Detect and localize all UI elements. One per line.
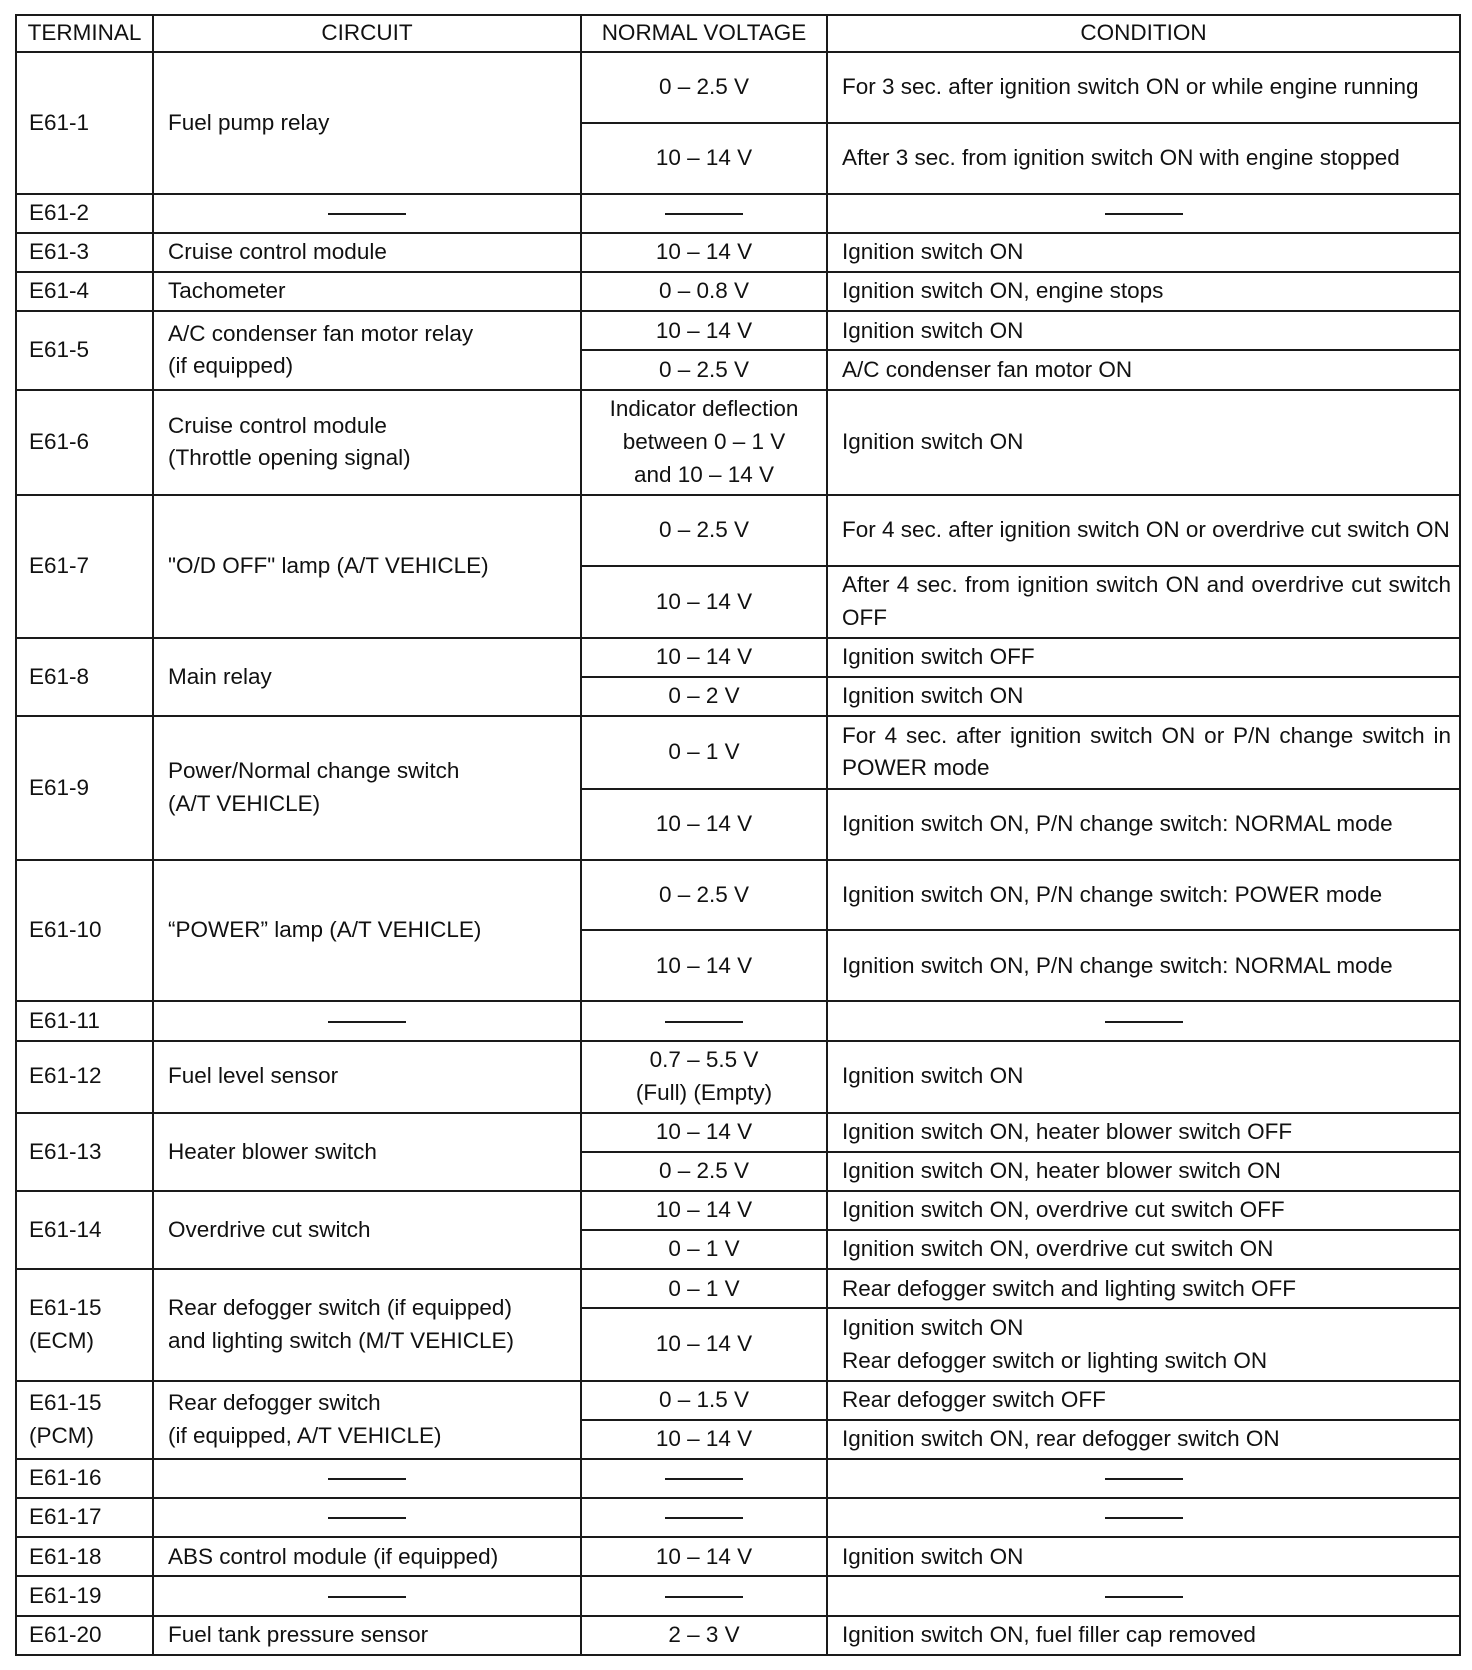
condition-cell: Ignition switch OFF <box>827 638 1460 677</box>
condition-cell: Ignition switch ON <box>827 390 1460 495</box>
circuit-cell: Fuel pump relay <box>153 52 581 194</box>
dash-mark <box>328 1517 406 1519</box>
voltage-cell: 0 – 1 V <box>581 1269 827 1308</box>
condition-cell: Ignition switch ON, overdrive cut switch ON <box>827 1230 1460 1269</box>
circuit-cell: A/C condenser fan motor relay (if equipped) <box>153 311 581 389</box>
dash-mark <box>328 1596 406 1598</box>
voltage-cell-empty <box>581 1498 827 1537</box>
terminal-cell: E61-1 <box>16 52 153 194</box>
voltage-cell: 0 – 1 V <box>581 716 827 788</box>
circuit-cell-empty <box>153 1001 581 1040</box>
voltage-cell: 0 – 1.5 V <box>581 1381 827 1420</box>
table-row <box>16 194 1460 233</box>
terminal-cell: E61-8 <box>16 638 153 716</box>
header-terminal: TERMINAL <box>16 15 153 52</box>
condition-cell: Ignition switch ON <box>827 233 1460 272</box>
terminal-cell: E61-7 <box>16 495 153 638</box>
terminal-cell: E61-13 <box>16 1113 153 1191</box>
circuit-cell-empty <box>153 1459 581 1498</box>
terminal-cell: E61-3 <box>16 233 153 272</box>
voltage-cell: 0 – 2.5 V <box>581 860 827 931</box>
header-condition: CONDITION <box>827 15 1460 52</box>
dash-mark <box>328 1021 406 1023</box>
circuit-cell: “POWER” lamp (A/T VEHICLE) <box>153 860 581 1002</box>
dash-mark <box>665 1517 743 1519</box>
table-row <box>16 716 1460 788</box>
table-row <box>16 1191 1460 1230</box>
circuit-cell: Cruise control module <box>153 233 581 272</box>
condition-cell: Ignition switch ON, fuel filler cap removed <box>827 1616 1460 1655</box>
circuit-cell: Cruise control module (Throttle opening signal) <box>153 390 581 495</box>
table-row <box>16 1459 1460 1498</box>
dash-mark <box>1105 1021 1183 1023</box>
dash-mark <box>665 1596 743 1598</box>
table-row <box>16 860 1460 931</box>
condition-cell: Ignition switch ON <box>827 677 1460 716</box>
condition-cell: Ignition switch ON, rear defogger switch ON <box>827 1420 1460 1459</box>
terminal-cell: E61-20 <box>16 1616 153 1655</box>
terminal-cell: E61-5 <box>16 311 153 389</box>
dash-mark <box>1105 213 1183 215</box>
condition-cell: Ignition switch ON <box>827 1041 1460 1113</box>
circuit-cell: ABS control module (if equipped) <box>153 1537 581 1576</box>
terminal-cell: E61-17 <box>16 1498 153 1537</box>
condition-cell: Ignition switch ON Rear defogger switch or lighting switch ON <box>827 1308 1460 1380</box>
voltage-cell: 10 – 14 V <box>581 566 827 638</box>
condition-cell-empty <box>827 1498 1460 1537</box>
terminal-cell: E61-11 <box>16 1001 153 1040</box>
condition-cell: After 3 sec. from ignition switch ON with engine stopped <box>827 123 1460 194</box>
voltage-cell: 0 – 1 V <box>581 1230 827 1269</box>
terminal-voltage-table <box>15 14 1461 1656</box>
circuit-cell-empty <box>153 1498 581 1537</box>
header-normal-voltage: NORMAL VOLTAGE <box>581 15 827 52</box>
voltage-cell: 0 – 2 V <box>581 677 827 716</box>
table-row <box>16 1113 1460 1152</box>
terminal-cell: E61-10 <box>16 860 153 1002</box>
condition-cell: Ignition switch ON, P/N change switch: NORMAL mode <box>827 930 1460 1001</box>
dash-mark <box>665 1478 743 1480</box>
voltage-cell: 10 – 14 V <box>581 233 827 272</box>
voltage-cell: 10 – 14 V <box>581 1113 827 1152</box>
condition-cell: Ignition switch ON, P/N change switch: POWER mode <box>827 860 1460 931</box>
voltage-cell: 10 – 14 V <box>581 789 827 860</box>
condition-cell: A/C condenser fan motor ON <box>827 350 1460 389</box>
condition-cell: For 4 sec. after ignition switch ON or overdrive cut switch ON <box>827 495 1460 566</box>
terminal-cell: E61-6 <box>16 390 153 495</box>
terminal-cell: E61-18 <box>16 1537 153 1576</box>
voltage-cell: 0.7 – 5.5 V (Full) (Empty) <box>581 1041 827 1113</box>
circuit-cell: Fuel level sensor <box>153 1041 581 1113</box>
terminal-cell: E61-15 (ECM) <box>16 1269 153 1380</box>
dash-mark <box>328 1478 406 1480</box>
table-row <box>16 1041 1460 1113</box>
circuit-cell-empty <box>153 194 581 233</box>
voltage-cell: 10 – 14 V <box>581 638 827 677</box>
table-row <box>16 495 1460 566</box>
condition-cell: Ignition switch ON, P/N change switch: NORMAL mode <box>827 789 1460 860</box>
voltage-cell: 0 – 0.8 V <box>581 272 827 311</box>
condition-cell: Rear defogger switch OFF <box>827 1381 1460 1420</box>
circuit-cell: Main relay <box>153 638 581 716</box>
voltage-cell: 0 – 2.5 V <box>581 350 827 389</box>
voltage-cell: 10 – 14 V <box>581 1191 827 1230</box>
table-row <box>16 272 1460 311</box>
table-row <box>16 1498 1460 1537</box>
voltage-cell: Indicator deflection between 0 – 1 V and 10 – 14 V <box>581 390 827 495</box>
condition-cell: Ignition switch ON, heater blower switch ON <box>827 1152 1460 1191</box>
circuit-cell: Rear defogger switch (if equipped) and lighting switch (M/T VEHICLE) <box>153 1269 581 1380</box>
table-row <box>16 233 1460 272</box>
condition-cell-empty <box>827 194 1460 233</box>
header-circuit: CIRCUIT <box>153 15 581 52</box>
condition-cell: For 3 sec. after ignition switch ON or while engine running <box>827 52 1460 123</box>
circuit-cell-empty <box>153 1576 581 1615</box>
table-row <box>16 1269 1460 1308</box>
condition-cell: Ignition switch ON, overdrive cut switch OFF <box>827 1191 1460 1230</box>
condition-cell: Ignition switch ON, engine stops <box>827 272 1460 311</box>
table-row <box>16 1576 1460 1615</box>
voltage-cell-empty <box>581 194 827 233</box>
terminal-cell: E61-12 <box>16 1041 153 1113</box>
table-row <box>16 1616 1460 1655</box>
circuit-cell: Power/Normal change switch (A/T VEHICLE) <box>153 716 581 859</box>
dash-mark <box>328 213 406 215</box>
condition-cell-empty <box>827 1001 1460 1040</box>
dash-mark <box>1105 1517 1183 1519</box>
voltage-cell: 10 – 14 V <box>581 123 827 194</box>
dash-mark <box>1105 1596 1183 1598</box>
circuit-cell: Heater blower switch <box>153 1113 581 1191</box>
voltage-cell: 10 – 14 V <box>581 1537 827 1576</box>
voltage-cell: 0 – 2.5 V <box>581 495 827 566</box>
voltage-cell: 0 – 2.5 V <box>581 1152 827 1191</box>
table-row <box>16 52 1460 123</box>
voltage-cell-empty <box>581 1001 827 1040</box>
terminal-cell: E61-4 <box>16 272 153 311</box>
table-row <box>16 1381 1460 1420</box>
table-body <box>16 52 1460 1655</box>
table-row <box>16 1001 1460 1040</box>
terminal-cell: E61-19 <box>16 1576 153 1615</box>
voltage-cell: 2 – 3 V <box>581 1616 827 1655</box>
voltage-cell-empty <box>581 1459 827 1498</box>
voltage-cell: 10 – 14 V <box>581 930 827 1001</box>
dash-mark <box>665 1021 743 1023</box>
condition-cell: Ignition switch ON, heater blower switch OFF <box>827 1113 1460 1152</box>
dash-mark <box>665 213 743 215</box>
voltage-cell: 10 – 14 V <box>581 1308 827 1380</box>
terminal-cell: E61-9 <box>16 716 153 859</box>
condition-cell-empty <box>827 1459 1460 1498</box>
circuit-cell: "O/D OFF" lamp (A/T VEHICLE) <box>153 495 581 638</box>
voltage-cell: 10 – 14 V <box>581 1420 827 1459</box>
circuit-cell: Tachometer <box>153 272 581 311</box>
table-row <box>16 311 1460 350</box>
header-row <box>16 15 1460 52</box>
circuit-cell: Rear defogger switch (if equipped, A/T VEHICLE) <box>153 1381 581 1459</box>
condition-cell: Rear defogger switch and lighting switch OFF <box>827 1269 1460 1308</box>
voltage-cell-empty <box>581 1576 827 1615</box>
terminal-cell: E61-16 <box>16 1459 153 1498</box>
dash-mark <box>1105 1478 1183 1480</box>
terminal-cell: E61-2 <box>16 194 153 233</box>
circuit-cell: Fuel tank pressure sensor <box>153 1616 581 1655</box>
condition-cell: Ignition switch ON <box>827 1537 1460 1576</box>
circuit-cell: Overdrive cut switch <box>153 1191 581 1269</box>
condition-cell: After 4 sec. from ignition switch ON and overdrive cut switch OFF <box>827 566 1460 638</box>
condition-cell-empty <box>827 1576 1460 1615</box>
terminal-cell: E61-15 (PCM) <box>16 1381 153 1459</box>
condition-cell: Ignition switch ON <box>827 311 1460 350</box>
voltage-cell: 0 – 2.5 V <box>581 52 827 123</box>
condition-cell: For 4 sec. after ignition switch ON or P/N change switch in POWER mode <box>827 716 1460 788</box>
table-row <box>16 638 1460 677</box>
terminal-cell: E61-14 <box>16 1191 153 1269</box>
table-row <box>16 390 1460 495</box>
table-row <box>16 1537 1460 1576</box>
voltage-cell: 10 – 14 V <box>581 311 827 350</box>
